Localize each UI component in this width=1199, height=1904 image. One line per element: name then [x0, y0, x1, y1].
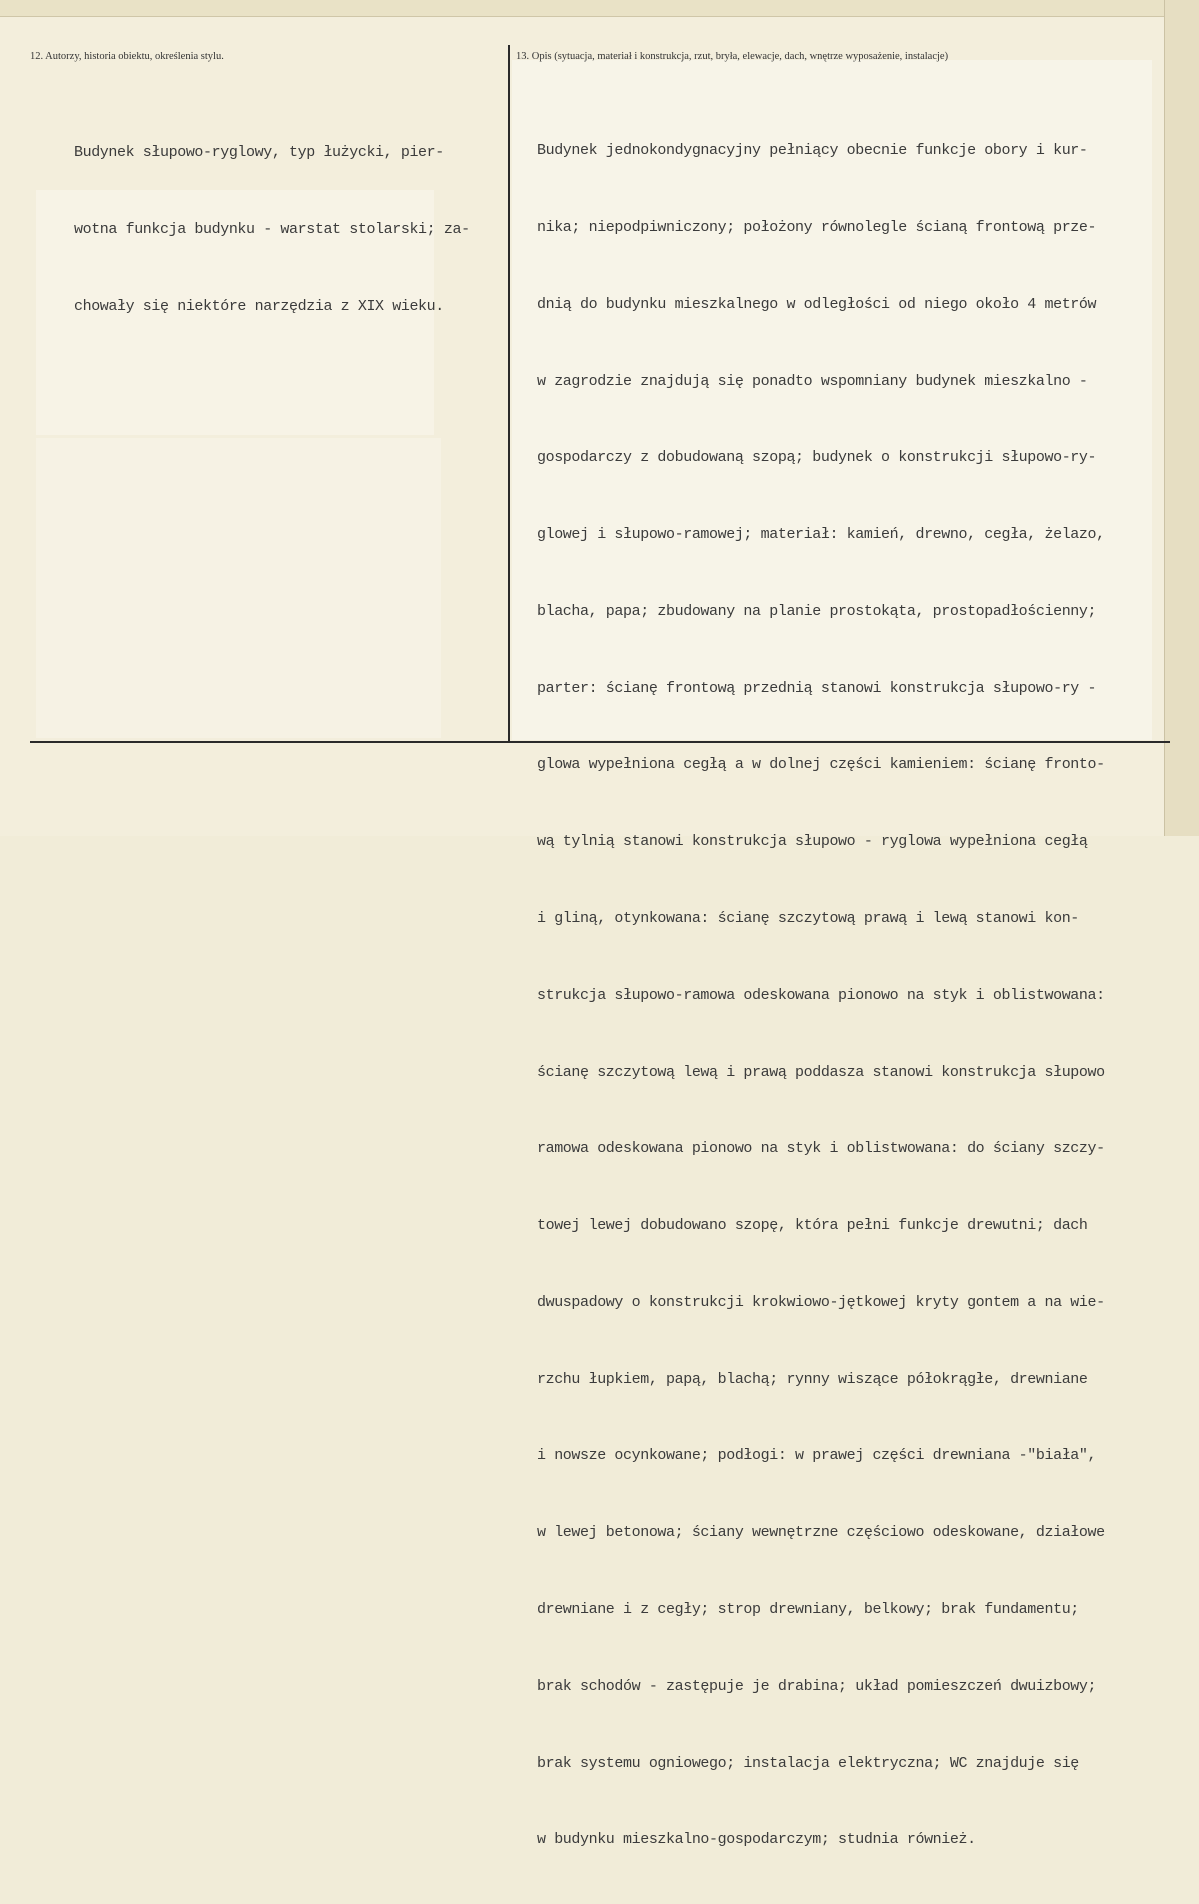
text-line: gospodarczy z dobudowaną szopą; budynek o konstrukcji słupowo-ry-: [537, 449, 1097, 467]
column-divider: [508, 45, 510, 742]
text-line: towej lewej dobudowano szopę, która pełni funkcje drewutni; dach: [537, 1217, 1088, 1235]
text-line: parter: ścianę frontową przednią stanowi konstrukcja słupowo-ry -: [537, 679, 1097, 697]
text-line: dnią do budynku mieszkalnego w odległości od niego około 4 metrów: [537, 295, 1097, 313]
section-12-heading: 12. Autorzy, historia obiektu, określenia stylu.: [30, 51, 224, 62]
text-line: nika; niepodpiwniczony; położony równolegle ścianą frontową prze-: [537, 218, 1097, 236]
text-line: wą tylnią stanowi konstrukcja słupowo - ryglowa wypełniona cegłą: [537, 833, 1088, 851]
page-top-edge: [0, 0, 1199, 17]
text-line: ramowa odeskowana pionowo na styk i oblistwowana: do ściany szczy-: [537, 1140, 1105, 1158]
page-right-edge: [1164, 0, 1199, 836]
text-line: w lewej betonowa; ściany wewnętrzne częściowo odeskowane, działowe: [537, 1524, 1105, 1542]
text-line: strukcja słupowo-ramowa odeskowana pionowo na styk i oblistwowana:: [537, 986, 1105, 1004]
text-line: brak systemu ogniowego; instalacja elektryczna; WC znajduje się: [537, 1754, 1079, 1772]
section-13-text: [537, 87, 1105, 1904]
pasted-paper-left-lower: [36, 438, 441, 738]
text-line: Budynek jednokondygnacyjny pełniący obecnie funkcje obory i kur-: [537, 142, 1088, 160]
text-line: wotna funkcja budynku - warstat stolarski; za-: [74, 220, 470, 238]
text-line: dwuspadowy o konstrukcji krokwiowo-jętkowej kryty gontem a na wie-: [537, 1293, 1105, 1311]
text-line: Budynek słupowo-ryglowy, typ łużycki, pier-: [74, 144, 444, 162]
text-line: w zagrodzie znajdują się ponadto wspomniany budynek mieszkalno -: [537, 372, 1088, 390]
text-line: blacha, papa; zbudowany na planie prostokąta, prostopadłościenny;: [537, 602, 1097, 620]
text-line: glowej i słupowo-ramowej; materiał: kamień, drewno, cegła, żelazo,: [537, 526, 1105, 544]
text-line: brak schodów - zastępuje je drabina; układ pomieszczeń dwuizbowy;: [537, 1677, 1097, 1695]
text-line: drewniane i z cegły; strop drewniany, belkowy; brak fundamentu;: [537, 1601, 1079, 1619]
text-line: i nowsze ocynkowane; podłogi: w prawej części drewniana -"biała",: [537, 1447, 1097, 1465]
text-line: chowały się niektóre narzędzia z XIX wieku.: [74, 297, 444, 315]
text-line: ścianę szczytową lewą i prawą poddasza stanowi konstrukcja słupowo: [537, 1063, 1105, 1081]
section-13-heading: 13. Opis (sytuacja, materiał i konstrukcja, rzut, bryła, elewacje, dach, wnętrze wyposażenie, instalacje): [516, 51, 949, 62]
section-12-text: [74, 89, 470, 371]
text-line: i gliną, otynkowana: ścianę szczytową prawą i lewą stanowi kon-: [537, 910, 1079, 927]
text-line: glowa wypełniona cegłą a w dolnej części kamieniem: ścianę fronto-: [537, 756, 1105, 774]
text-line: w budynku mieszkalno-gospodarczym; studnia również.: [537, 1831, 976, 1849]
text-line: rzchu łupkiem, papą, blachą; rynny wiszące półokrągłe, drewniane: [537, 1370, 1088, 1388]
